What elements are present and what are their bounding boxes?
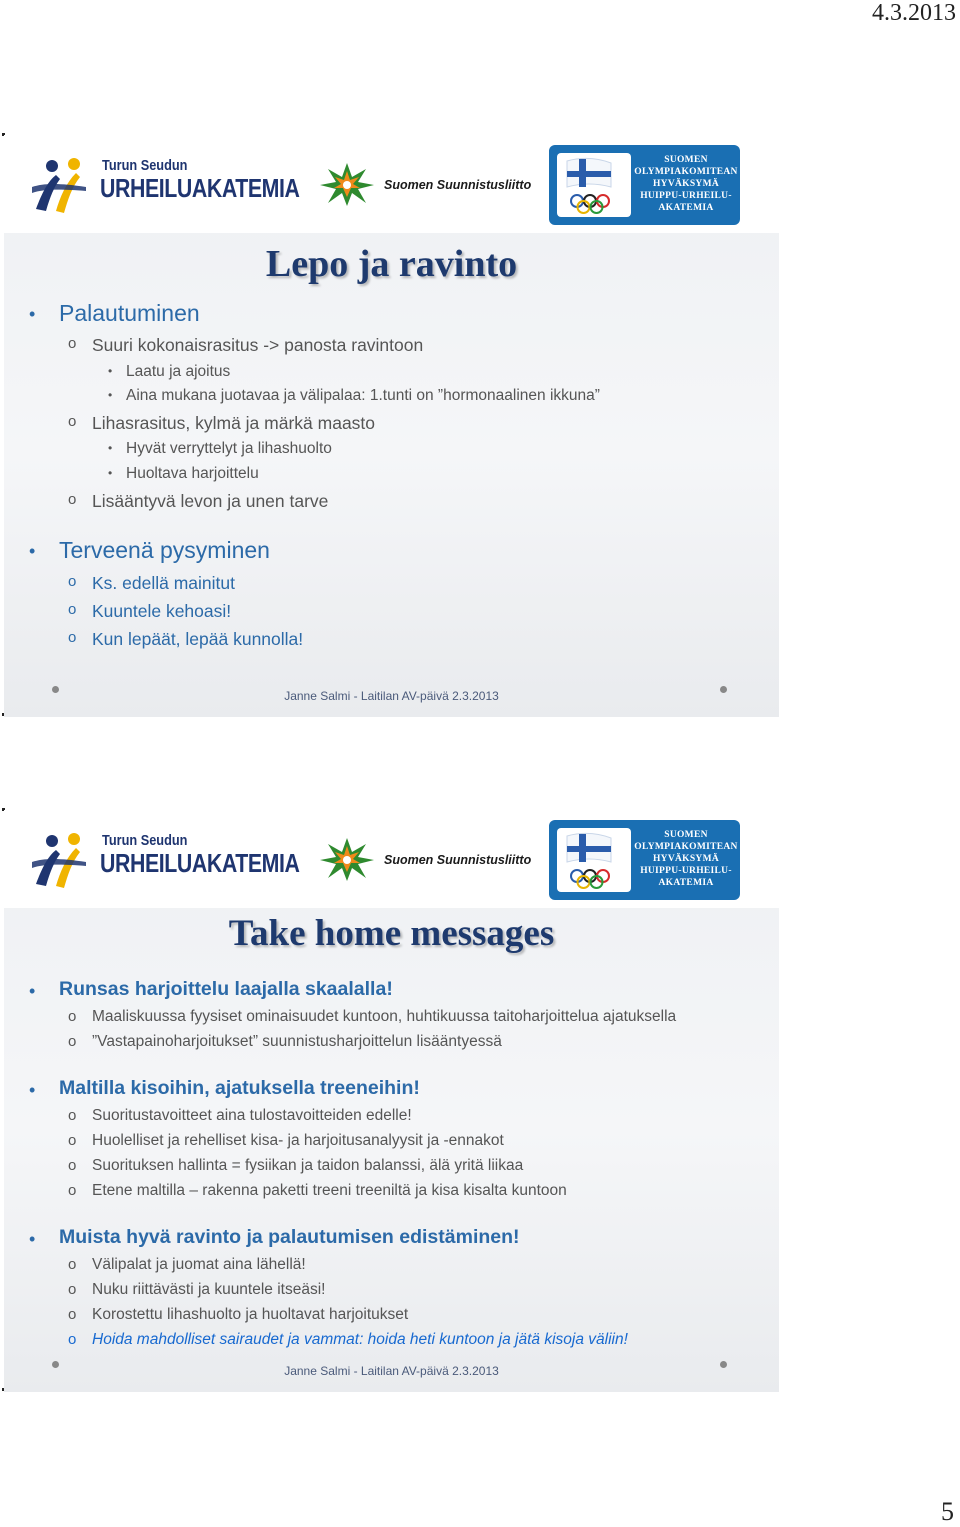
bullet: • [108, 364, 113, 378]
bullet-heading: Palautuminen [59, 300, 200, 326]
logo-text-small: Turun Seudun [102, 157, 188, 174]
bullet-item: Korostettu lihashuolto ja huoltavat harjoitukset [92, 1306, 409, 1323]
bullet: • [29, 541, 36, 561]
bullet-subitem: Laatu ja ajoitus [126, 363, 231, 380]
olympiakomitea-badge [549, 820, 740, 900]
bullet: • [108, 466, 113, 480]
bullet-heading: Terveenä pysyminen [59, 537, 270, 563]
bullet-item: Välipalat ja juomat aina lähellä! [92, 1256, 306, 1273]
bullet-item: Ks. edellä mainitut [92, 573, 235, 593]
bullet: • [29, 981, 36, 1001]
bullet: o [68, 601, 77, 618]
bullet: o [68, 1008, 77, 1025]
slide-1 [4, 135, 779, 717]
bullet: o [68, 1033, 77, 1050]
olympia-line: AKATEMIA [658, 203, 714, 213]
slide-title: Take home messages [228, 913, 555, 954]
bullet: • [29, 1080, 36, 1100]
olympiakomitea-badge [549, 145, 740, 225]
bullet: o [68, 629, 77, 646]
olympia-line: OLYMPIAKOMITEAN [634, 842, 738, 852]
bullet: o [68, 573, 77, 590]
star-icon [316, 836, 378, 882]
suunnistusliitto-logo [316, 161, 536, 207]
bullet-item: Etene maltilla – rakenna paketti treeni treeniltä ja kisa kisalta kuntoon [92, 1182, 567, 1199]
bullet-subitem: Huoltava harjoittelu [126, 465, 259, 482]
page-number: 5 [941, 1497, 954, 1526]
slide-2 [4, 810, 779, 1392]
slide-footer: Janne Salmi - Laitilan AV-päivä 2.3.2013 [284, 1364, 499, 1378]
bullet-item: Suorituksen hallinta = fysiikan ja taidon balanssi, älä yritä liikaa [92, 1157, 524, 1174]
olympia-line: HUIPPU-URHEILU- [640, 866, 732, 876]
bullet-item-highlight: Hoida mahdolliset sairaudet ja vammat: hoida heti kuntoon ja jätä kisoja väliin! [92, 1331, 628, 1348]
bullet-item: Lihasrasitus, kylmä ja märkä maasto [92, 413, 376, 433]
bullet: • [108, 441, 113, 455]
olympia-line: AKATEMIA [658, 878, 714, 888]
flag-rings-icon [557, 828, 631, 892]
bullet: o [68, 1107, 77, 1124]
olympia-line: HYVÄKSYMÄ [652, 854, 720, 864]
logo-band [4, 135, 779, 233]
bullet-heading: Muista hyvä ravinto ja palautumisen edistäminen! [59, 1226, 520, 1248]
athletes-icon [30, 157, 100, 217]
suunnistusliitto-logo [316, 836, 536, 882]
bullet: o [68, 1306, 77, 1323]
urheiluakatemia-logo [30, 157, 300, 217]
bullet: • [108, 388, 113, 402]
bullet: • [29, 304, 36, 324]
bullet: o [68, 335, 77, 352]
bullet: o [68, 1157, 77, 1174]
athletes-icon [30, 832, 100, 892]
olympia-line: SUOMEN [664, 155, 708, 165]
bullet-item: Maaliskuussa fyysiset ominaisuudet kuntoon, huhtikuussa taitoharjoittelua ajatuksella [92, 1008, 677, 1025]
olympia-text [634, 154, 738, 214]
bullet: o [68, 1331, 77, 1348]
slide-footer: Janne Salmi - Laitilan AV-päivä 2.3.2013 [284, 689, 499, 703]
bullet: • [29, 1229, 36, 1249]
bullet: o [68, 413, 77, 430]
olympia-line: HUIPPU-URHEILU- [640, 191, 732, 201]
bullet-item: Huolelliset ja rehelliset kisa- ja harjoitusanalyysit ja -ennakot [92, 1132, 504, 1149]
suunnistusliitto-text: Suomen Suunnistusliitto [384, 178, 532, 192]
page-date: 4.3.2013 [872, 0, 956, 26]
bullet-subitem: Hyvät verryttelyt ja lihashuolto [126, 440, 332, 457]
bullet: o [68, 1281, 77, 1298]
bullet-item: Kun lepäät, lepää kunnolla! [92, 629, 304, 649]
bullet-item: Suoritustavoitteet aina tulostavoitteiden edelle! [92, 1107, 412, 1124]
bullet-item: Lisääntyvä levon ja unen tarve [92, 491, 329, 511]
olympia-text [634, 829, 738, 889]
bullet: o [68, 1182, 77, 1199]
bullet: o [68, 1256, 77, 1273]
logo-band [4, 810, 779, 908]
logo-text-big: URHEILUAKATEMIA [100, 848, 300, 878]
olympia-line: SUOMEN [664, 830, 708, 840]
bullet-item: ”Vastapainoharjoitukset” suunnistusharjoittelun lisääntyessä [92, 1033, 502, 1050]
logo-text-small: Turun Seudun [102, 832, 188, 849]
urheiluakatemia-logo [30, 832, 300, 892]
bullet: o [68, 491, 77, 508]
bullet-item: Kuuntele kehoasi! [92, 601, 232, 621]
slide-title: Lepo ja ravinto [265, 243, 518, 285]
bullet-heading: Maltilla kisoihin, ajatuksella treeneihin! [59, 1077, 420, 1099]
bullet-heading: Runsas harjoittelu laajalla skaalalla! [59, 978, 393, 1000]
star-icon [316, 161, 378, 207]
bullet: o [68, 1132, 77, 1149]
bullet-subitem: Aina mukana juotavaa ja välipalaa: 1.tunti on ”hormonaalinen ikkuna” [126, 387, 600, 404]
olympia-line: HYVÄKSYMÄ [652, 179, 720, 189]
olympia-line: OLYMPIAKOMITEAN [634, 167, 738, 177]
suunnistusliitto-text: Suomen Suunnistusliitto [384, 853, 532, 867]
bullet-item: Suuri kokonaisrasitus -> panosta ravintoon [92, 335, 424, 355]
logo-text-big: URHEILUAKATEMIA [100, 173, 300, 203]
flag-rings-icon [557, 153, 631, 217]
bullet-item: Nuku riittävästi ja kuuntele itseäsi! [92, 1281, 326, 1298]
